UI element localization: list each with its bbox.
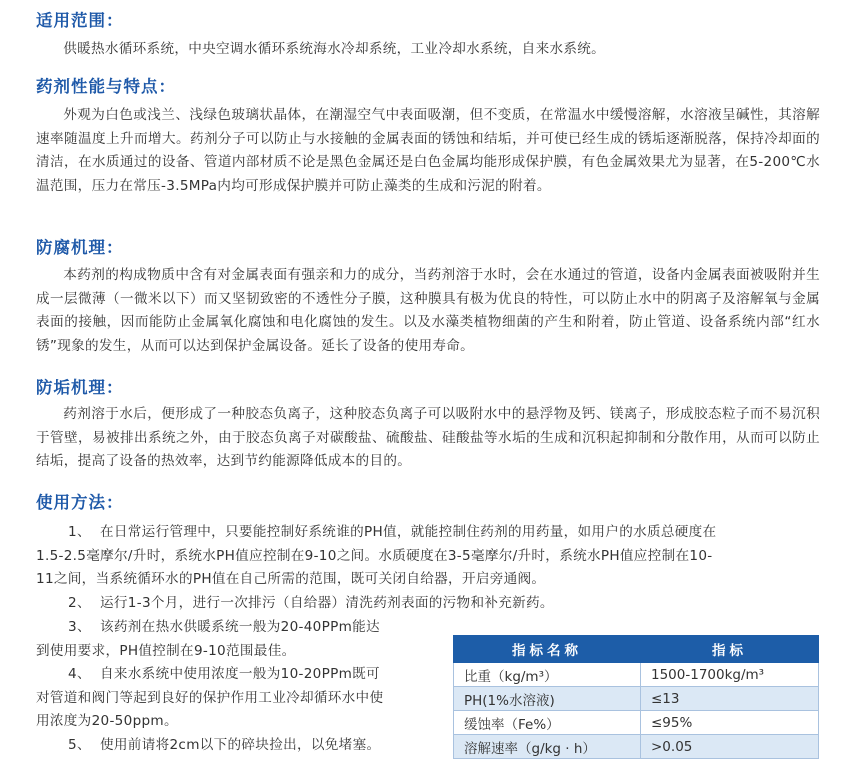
usage-item-text: 在日常运行管理中，只要能控制好系统谁的PH值，就能控制住药剂的用药量，如用户的水质总硬度在 bbox=[100, 524, 717, 540]
performance-text: 外观为白色或浅兰、浅绿色玻璃状晶体，在潮湿空气中表面吸潮，但不变质，在常温水中缓慢溶解，水溶液呈碱性，其溶解速率随温度上升而增大。药剂分子可以防止与水接触的金属表面的锈蚀和结垢，并可使已经生成的锈垢逐渐脱落，保持冷却面的清洁，在水质通过的设备、管道内部材质不论是黑色金属还是白色金属均能形成保护膜，有色金属效果尤为显著，在5-200℃水温范围，压力在常压-3.5MPa内均可形成保护膜并可防止藻类的生成和污泥的附着。 bbox=[36, 107, 820, 194]
anticorrosion-text: 本药剂的构成物质中含有对金属表面有强亲和力的成分，当药剂溶于水时，会在水通过的管道，设备内金属表面被吸附并生成一层微薄（一微米以下）而又坚韧致密的不透性分子膜，这种膜具有极为优良的特性，可以防止水中的阴离子及溶解氧与金属表面的接触，因而能防止金属氧化腐蚀和电化腐蚀的发生。以及水藻类植物细菌的产生和附着，防止管道、设备系统内部“红水锈”现象的发生，从而可以达到保护金属设备。延长了设备的使用寿命。 bbox=[36, 267, 820, 354]
anticorrosion-heading: 防腐机理： bbox=[36, 238, 124, 257]
usage-item-number: 2、 bbox=[68, 595, 91, 611]
usage-item-number: 1、 bbox=[68, 524, 91, 540]
table-row bbox=[454, 711, 819, 735]
usage-item-text: 使用前请将2cm以下的碎块捡出，以免堵塞。 bbox=[100, 737, 381, 753]
spec-name-cell: 缓蚀率（Fe%） bbox=[454, 711, 641, 735]
usage-item-1 bbox=[36, 521, 716, 592]
usage-item-number: 4、 bbox=[68, 666, 91, 682]
spec-value-cell: 1500-1700kg/m³ bbox=[641, 663, 819, 687]
spec-name-cell: 比重（kg/m³） bbox=[454, 663, 641, 687]
usage-item-text: 运行1-3个月，进行一次排污（自给器）清洗药剂表面的污物和补充新药。 bbox=[100, 595, 554, 611]
usage-item-4 bbox=[36, 663, 383, 734]
spec-header-name: 指标名称 bbox=[454, 636, 641, 663]
usage-item-text: 到使用要求，PH值控制在9-10范围最佳。 bbox=[36, 642, 296, 659]
spec-name-cell: 溶解速率（g/kg · h） bbox=[454, 735, 641, 759]
antiscale-text: 药剂溶于水后，便形成了一种胶态负离子，这种胶态负离子可以吸附水中的悬浮物及钙、镁离子，形成胶态粒子而不易沉积于管壁，易被排出系统之外，由于胶态负离子对碳酸盐、硫酸盐、硅酸盐等水垢的生成和沉积起抑制和分散作用，从而可以防止结垢，提高了设备的热效率，达到节约能源降低成本的目的。 bbox=[36, 406, 820, 469]
usage-heading: 使用方法： bbox=[36, 493, 124, 512]
scope-heading: 适用范围： bbox=[36, 11, 124, 30]
usage-item-text: 该药剂在热水供暖系统一般为20-40PPm能达 bbox=[100, 619, 380, 635]
spec-table bbox=[453, 635, 819, 759]
usage-item-text: 1.5-2.5毫摩尔/升时，系统水PH值应控制在9-10之间。水质硬度在3-5毫摩尔/升时，系统水PH值应控制在10- bbox=[36, 547, 713, 564]
usage-item-text: 用浓度为20-50ppm。 bbox=[36, 713, 178, 729]
usage-item-number: 5、 bbox=[68, 737, 91, 753]
table-row bbox=[454, 735, 819, 759]
spec-header-value: 指标 bbox=[641, 636, 819, 663]
scope-text: 供暖热水循环系统，中央空调水循环系统海水冷却系统，工业冷却水系统，自来水系统。 bbox=[63, 41, 606, 57]
usage-item-text: 11之间，当系统循环水的PH值在自己所需的范围，既可关闭自给器，开启旁通阀。 bbox=[36, 571, 546, 587]
spec-table-header bbox=[454, 636, 819, 663]
spec-name-cell: PH(1%水溶液) bbox=[454, 687, 641, 711]
performance-heading: 药剂性能与特点： bbox=[36, 77, 176, 96]
spec-value-cell: ≤95% bbox=[641, 711, 819, 735]
antiscale-heading: 防垢机理： bbox=[36, 378, 124, 397]
usage-item-text: 自来水系统中使用浓度一般为10-20PPm既可 bbox=[100, 666, 380, 682]
usage-item-number: 3、 bbox=[68, 619, 91, 635]
spec-value-cell: ≤13 bbox=[641, 687, 819, 711]
usage-item-5 bbox=[36, 734, 380, 758]
table-row bbox=[454, 663, 819, 687]
spec-value-cell: >0.05 bbox=[641, 735, 819, 759]
usage-item-3 bbox=[36, 616, 380, 663]
usage-item-text: 对管道和阀门等起到良好的保护作用工业冷却循环水中使 bbox=[36, 689, 384, 706]
table-row bbox=[454, 687, 819, 711]
usage-item-2 bbox=[36, 592, 554, 616]
